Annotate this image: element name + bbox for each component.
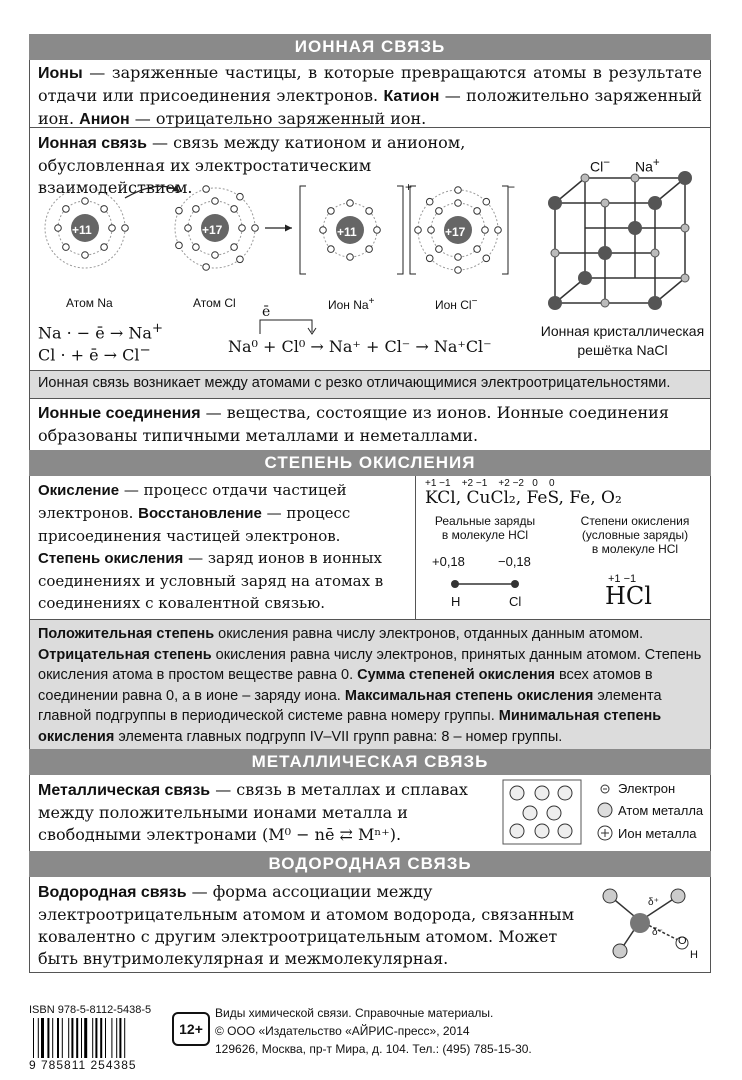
- oxidation-block: Окисление — процесс отдачи частицей электронов. Восстановление — процесс присоединения частицей электронов. Степень окисления — заряд ионов в ионных соединениях и условный заряд на атомах в соединениях с ковалентной связью. +1 −1 +2 −1 +2 −2 0 0 KCl, CuCl₂, FeS, Fe, O₂ Реальные заряды в молекуле HCl Степени окисления (условные заряды) в молекуле HCl +0,18 −0,18 H Cl +1 −1 HCl: [29, 476, 711, 619]
- electron: [347, 200, 354, 207]
- metallic-block: Металлическая связь — связь в металлах и сплавах между положительными ионами металла и свободными электронами (M⁰ − nē ⇄ Mⁿ⁺). Электрон Атом металла Ион металла: [29, 775, 711, 851]
- electron: [237, 193, 244, 200]
- barcode-bar: [62, 1018, 63, 1058]
- eq-ionic-bond: Na⁰ + Cl⁰ → Na⁺ + Cl⁻ → Na⁺Cl⁻: [228, 337, 492, 356]
- electron: [483, 255, 490, 262]
- electron: [428, 227, 435, 234]
- oxidation-states-label: Степени окисления: [580, 514, 690, 528]
- eq-cl: Cl · + ē → Cl−: [38, 343, 151, 365]
- electron: [455, 187, 462, 194]
- electron: [374, 227, 381, 234]
- barcode-bar: [105, 1018, 106, 1058]
- electron: [455, 200, 462, 207]
- isbn: ISBN 978-5-8112-5438-5: [29, 1004, 152, 1016]
- electron: [436, 246, 443, 253]
- barcode: [29, 1018, 169, 1058]
- barcode-bar: [116, 1018, 117, 1058]
- electron: [82, 198, 89, 205]
- barcode-bar: [124, 1018, 125, 1058]
- electron: [122, 225, 129, 232]
- atom-na-caption: Атом Na: [66, 296, 113, 310]
- electron: [474, 246, 481, 253]
- electron: [193, 244, 200, 251]
- ion-nucleus-na-label: +11: [337, 225, 357, 239]
- electron: [436, 208, 443, 215]
- delta-plus: δ⁺: [648, 897, 659, 908]
- delta-minus: δ⁻: [652, 927, 663, 938]
- lattice-caption-1: Ионная кристаллическая: [540, 323, 705, 339]
- reduction-term: Восстановление: [138, 505, 262, 522]
- electron: [101, 206, 108, 213]
- electron: [366, 246, 373, 253]
- ionic-compounds-term: Ионные соединения: [38, 405, 201, 422]
- electron: [495, 227, 502, 234]
- barcode-bar: [68, 1018, 69, 1058]
- electron: [212, 198, 219, 205]
- oxidation-rules: Положительная степень окисления равна числу электронов, отданных данным атомом. Отрицательная степень окисления равна числу электронов, принятых данным атомом. Степень окисления атома в простом веществе равна 0. Сумма степеней окисления всех атомов в соединении равна 0, а в ионе – заряду иона. Максимальная степень окисления элемента главной подгруппы в периодической системе равна номеру группы. Минимальная степень окисления элемента главных подгрупп IV–VII групп равна: 8 – номер группы.: [29, 619, 711, 749]
- hcl-bond: [435, 574, 535, 594]
- electron: [231, 244, 238, 251]
- nucleus-na-label: +11: [72, 223, 92, 237]
- electron: [82, 252, 89, 259]
- electron: [109, 225, 116, 232]
- o-label: O: [678, 935, 687, 947]
- transfer-arrow: [240, 314, 330, 336]
- page: [29, 34, 711, 1072]
- barcode-bar: [119, 1018, 121, 1058]
- barcode-bar: [52, 1018, 53, 1058]
- electron: [203, 186, 210, 193]
- footer-line-3: 129626, Москва, пр-т Мира, д. 104. Тел.: (495) 785-15-30.: [215, 1042, 532, 1056]
- electron: [237, 256, 244, 263]
- hcl-formula: HCl: [605, 582, 652, 610]
- ionic-header: ИОННАЯ СВЯЗЬ: [29, 34, 711, 60]
- electron: [203, 264, 210, 271]
- electron: [328, 246, 335, 253]
- electron: [482, 227, 489, 234]
- formula-states: +1 −1 +2 −1 +2 −2 0 0: [425, 478, 555, 489]
- metal-lattice-icon: [502, 779, 582, 845]
- barcode-bar: [38, 1018, 39, 1058]
- electron: [455, 267, 462, 274]
- oxidation-header: СТЕПЕНЬ ОКИСЛЕНИЯ: [29, 450, 711, 476]
- age-rating: 12+: [172, 1012, 210, 1046]
- electron: [193, 206, 200, 213]
- electron: [176, 242, 183, 249]
- electron: [63, 244, 70, 251]
- ion-nucleus-cl-label: +17: [445, 225, 466, 239]
- ion-cl-caption: Ион Cl−: [435, 296, 478, 312]
- electron: [212, 252, 219, 259]
- h-label-hbond: H: [690, 949, 698, 961]
- formula-line: KCl, CuCl₂, FeS, Fe, O₂: [425, 488, 622, 508]
- lattice-na-label: Na+: [635, 156, 660, 175]
- electron: [101, 244, 108, 251]
- barcode-digits: 9 785811 254385: [29, 1058, 137, 1072]
- ions-term: Ионы: [38, 65, 83, 82]
- nacl-lattice: [535, 168, 705, 318]
- barcode-bar: [81, 1018, 82, 1058]
- ionic-note: Ионная связь возникает между атомами с резко отличающимися электроотрицательностями.: [29, 370, 711, 398]
- barcode-bar: [33, 1018, 34, 1058]
- electron: [55, 225, 62, 232]
- eq-electron-transfer: ē: [262, 304, 271, 320]
- barcode-bar: [57, 1018, 59, 1058]
- cl-label: Cl: [509, 594, 522, 609]
- electron: [415, 227, 422, 234]
- hcl-states: +1 −1: [608, 573, 637, 585]
- ionic-compounds: Ионные соединения — вещества, состоящие из ионов. Ионные соединения образованы типичными металлами и неметаллами.: [29, 398, 711, 450]
- legend-atom: Атом металла: [618, 803, 704, 818]
- legend-ion: Ион металла: [618, 826, 697, 841]
- barcode-bar: [100, 1018, 102, 1058]
- lattice-caption-2: решётка NaCl: [577, 342, 668, 358]
- barcode-bar: [76, 1018, 78, 1058]
- cation-term: Катион: [383, 88, 440, 105]
- hydrogen-bond-diagram: [590, 881, 705, 969]
- electron: [347, 254, 354, 261]
- atom-cl-caption: Атом Cl: [193, 296, 236, 310]
- barcode-bar: [41, 1018, 44, 1058]
- legend-electron: Электрон: [618, 781, 676, 796]
- electron: [426, 198, 433, 205]
- barcode-bar: [47, 1018, 49, 1058]
- ion-na-caption: Ион Na+: [328, 296, 375, 312]
- oxidation-term: Окисление: [38, 482, 120, 499]
- hydrogen-header: ВОДОРОДНАЯ СВЯЗЬ: [29, 851, 711, 877]
- hydrogen-block: Водородная связь — форма ассоциации между электроотрицательным атомом и атомом водорода, связанным ковалентно с другим электроотрицательным атомом. Может быть внутримолекулярная и межмолекулярная. δ⁺ δ⁻ O H: [29, 877, 711, 973]
- electron: [63, 206, 70, 213]
- electron: [328, 208, 335, 215]
- electron: [426, 255, 433, 262]
- charge-h: +0,18: [432, 554, 465, 569]
- h-label: H: [451, 594, 461, 609]
- barcode-bar: [92, 1018, 93, 1058]
- eq-na: Na · − ē → Na+: [38, 321, 164, 343]
- electron: [231, 206, 238, 213]
- electron: [176, 207, 183, 214]
- electron: [239, 225, 246, 232]
- electron: [474, 208, 481, 215]
- barcode-bar: [95, 1018, 97, 1058]
- metallic-term: Металлическая связь: [38, 782, 211, 799]
- real-charges-label: Реальные заряды: [434, 514, 536, 528]
- footer: [29, 1002, 711, 1072]
- metallic-header: МЕТАЛЛИЧЕСКАЯ СВЯЗЬ: [29, 749, 711, 775]
- barcode-bar: [84, 1018, 87, 1058]
- barcode-bar: [111, 1018, 112, 1058]
- electron: [483, 198, 490, 205]
- hydrogen-term: Водородная связь: [38, 884, 187, 901]
- electron: [252, 225, 259, 232]
- ionic-bond-term: Ионная связь: [38, 135, 147, 152]
- ions-definition: Ионы — заряженные частицы, в которые превращаются атомы в результате отдачи или присоединения электронов. Катион — положительно заряженный ион. Анион — отрицательно заряженный ион.: [29, 60, 711, 127]
- electron: [320, 227, 327, 234]
- footer-line-2: © ООО «Издательство «АЙРИС-пресс», 2014: [215, 1024, 470, 1038]
- nucleus-cl-label: +17: [202, 223, 223, 237]
- barcode-bar: [71, 1018, 73, 1058]
- legend-icons: [596, 783, 614, 843]
- lattice-cl-label: Cl−: [590, 156, 611, 175]
- anion-term: Анион: [79, 111, 130, 128]
- ionic-bond-block: Ионная связь — связь между катионом и анионом, обусловленная их электростатическим взаимодействием. +11 +17 +11 +17 + − Атом Na Атом Cl Ион Na+ Ион Cl− Na · − ē → Na+ Cl · + ē → Cl− ē Na⁰ + Cl⁰ → Na⁺ + Cl⁻ → Na⁺Cl⁻ Cl− Na+ Ионная кристаллическая решётка NaCl: [29, 127, 711, 370]
- electron: [366, 208, 373, 215]
- electron: [455, 254, 462, 261]
- charge-cl: −0,18: [498, 554, 531, 569]
- footer-line-1: Виды химической связи. Справочные материалы.: [215, 1006, 494, 1020]
- oxidation-state-term: Степень окисления: [38, 550, 184, 567]
- electron: [185, 225, 192, 232]
